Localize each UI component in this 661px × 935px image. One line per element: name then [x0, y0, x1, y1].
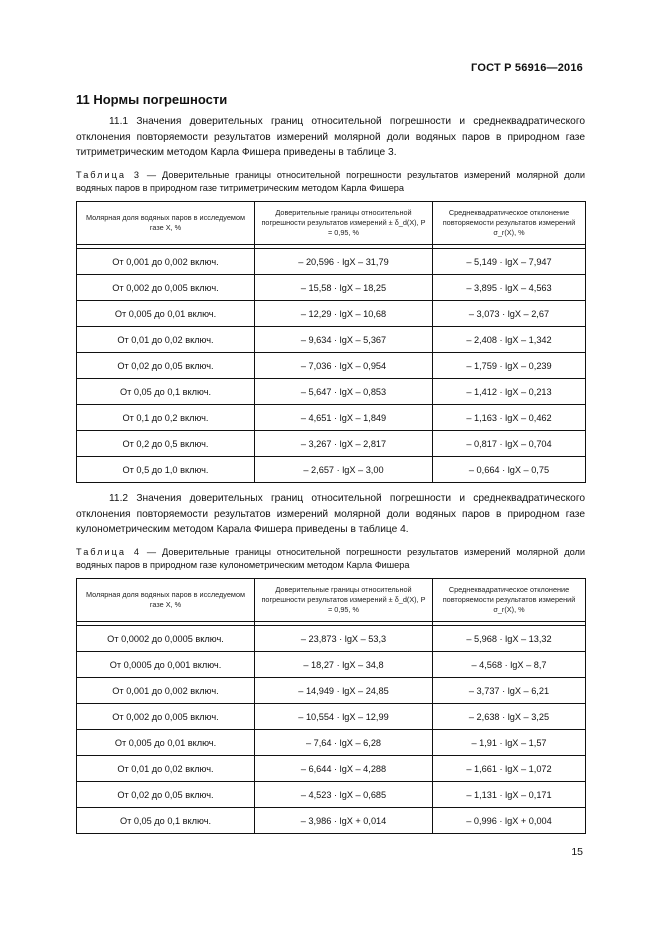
table-cell: – 4,568 · lgX – 8,7 — [433, 652, 586, 678]
table-cell: От 0,01 до 0,02 включ. — [77, 756, 255, 782]
table3-caption — [76, 169, 585, 195]
table3-header-col2 — [255, 202, 433, 245]
table-cell: – 1,661 · lgX – 1,072 — [433, 756, 586, 782]
paragraph-11-2: 11.2 Значения доверительных границ относительной погрешности и среднеквадратического отклонения повторяемости результатов измерений молярной доли водяных паров в природном газе кулонометрическим методом Карала Фишера приведены в таблице 4. — [76, 493, 585, 535]
table-cell: – 9,634 · lgX – 5,367 — [255, 327, 433, 353]
document-code: ГОСТ Р 56916—2016 — [471, 62, 583, 74]
table-cell: От 0,002 до 0,005 включ. — [77, 275, 255, 301]
table-row — [77, 626, 586, 652]
table-row — [77, 730, 586, 756]
table4-header-row — [77, 579, 586, 622]
table-row — [77, 275, 586, 301]
table-cell: – 23,873 · lgX – 53,3 — [255, 626, 433, 652]
table3-caption-text: — Доверительные границы относительной погрешности результатов измерений молярной доли водяных паров в природном газе титриметрическим методом Карла Фишера — [76, 170, 585, 193]
table-cell: – 2,638 · lgX – 3,25 — [433, 704, 586, 730]
table-row — [77, 782, 586, 808]
table-cell: – 3,073 · lgX – 2,67 — [433, 301, 586, 327]
table-row — [77, 249, 586, 275]
table-cell: – 14,949 · lgX – 24,85 — [255, 678, 433, 704]
table4-header-col1-text: Молярная доля водяных паров в исследуемом газе X, % — [85, 590, 246, 609]
table-3 — [76, 201, 586, 483]
table-cell: – 3,895 · lgX – 4,563 — [433, 275, 586, 301]
table-cell: – 0,664 · lgX – 0,75 — [433, 457, 586, 483]
table4-caption-text: — Доверительные границы относительной погрешности результатов измерений молярной доли водяных паров в природном газе кулонометрическим методом Карла Фишера — [76, 547, 585, 570]
table-cell: – 4,523 · lgX – 0,685 — [255, 782, 433, 808]
table4-header-col2-text: Доверительные границы относительной погрешности результатов измерений ± δ_d(X), P = 0,95, % — [261, 585, 426, 614]
table3-header-col1-text: Молярная доля водяных паров в исследуемом газе X, % — [85, 213, 246, 232]
table-cell: – 1,91 · lgX – 1,57 — [433, 730, 586, 756]
table-cell: От 0,005 до 0,01 включ. — [77, 730, 255, 756]
table-row — [77, 808, 586, 834]
table-cell: – 1,412 · lgX – 0,213 — [433, 379, 586, 405]
paragraph-11-1: 11.1 Значения доверительных границ относительной погрешности и среднеквадратического отклонения повторяемости результатов измерений молярной доли водяных паров в природном газе титриметрическим методом Карла Фишера приведены в таблице 3. — [76, 116, 585, 158]
table4-header-col3 — [433, 579, 586, 622]
table4-header-col1 — [77, 579, 255, 622]
table-cell: – 0,817 · lgX – 0,704 — [433, 431, 586, 457]
table-cell: От 0,0005 до 0,001 включ. — [77, 652, 255, 678]
table-cell: – 6,644 · lgX – 4,288 — [255, 756, 433, 782]
table3-header-col1 — [77, 202, 255, 245]
table-cell: – 5,149 · lgX – 7,947 — [433, 249, 586, 275]
table-cell: От 0,002 до 0,005 включ. — [77, 704, 255, 730]
table4-body — [77, 626, 586, 834]
table-cell: – 10,554 · lgX – 12,99 — [255, 704, 433, 730]
table-cell: – 15,58 · lgX – 18,25 — [255, 275, 433, 301]
table4-header-col3-text: Среднеквадратическое отклонение повторяемости результатов измерений σ_r(X), % — [442, 585, 576, 614]
table-cell: – 2,408 · lgX – 1,342 — [433, 327, 586, 353]
table3-header-col3-text: Среднеквадратическое отклонение повторяемости результатов измерений σ_r(X), % — [442, 208, 576, 237]
table3-caption-lead: Таблица 3 — [76, 170, 142, 180]
table-cell: – 5,968 · lgX – 13,32 — [433, 626, 586, 652]
table-row — [77, 301, 586, 327]
table4-caption-lead: Таблица 4 — [76, 547, 142, 557]
table3-header-row — [77, 202, 586, 245]
table-cell: – 20,596 · lgX – 31,79 — [255, 249, 433, 275]
table-cell: От 0,01 до 0,02 включ. — [77, 327, 255, 353]
table-4 — [76, 578, 586, 834]
table-cell: – 7,036 · lgX – 0,954 — [255, 353, 433, 379]
table3-body — [77, 249, 586, 483]
table-cell: – 1,759 · lgX – 0,239 — [433, 353, 586, 379]
table-row — [77, 652, 586, 678]
table-row — [77, 704, 586, 730]
table-cell: – 3,267 · lgX – 2,817 — [255, 431, 433, 457]
table-cell: От 0,2 до 0,5 включ. — [77, 431, 255, 457]
table-row — [77, 379, 586, 405]
table-cell: – 18,27 · lgX – 34,8 — [255, 652, 433, 678]
table3-header-col3 — [433, 202, 586, 245]
table-cell: – 3,986 · lgX + 0,014 — [255, 808, 433, 834]
table-row — [77, 756, 586, 782]
table-cell: От 0,005 до 0,01 включ. — [77, 301, 255, 327]
table-row — [77, 678, 586, 704]
table-cell: – 4,651 · lgX – 1,849 — [255, 405, 433, 431]
table-cell: От 0,001 до 0,002 включ. — [77, 678, 255, 704]
table-cell: От 0,05 до 0,1 включ. — [77, 808, 255, 834]
table-cell: От 0,0002 до 0,0005 включ. — [77, 626, 255, 652]
table-cell: – 2,657 · lgX – 3,00 — [255, 457, 433, 483]
table-cell: – 1,163 · lgX – 0,462 — [433, 405, 586, 431]
table-cell: От 0,02 до 0,05 включ. — [77, 353, 255, 379]
page-number: 15 — [571, 846, 583, 858]
table-cell: – 12,29 · lgX – 10,68 — [255, 301, 433, 327]
table-row — [77, 353, 586, 379]
table-row — [77, 457, 586, 483]
table-row — [77, 327, 586, 353]
table-cell: От 0,05 до 0,1 включ. — [77, 379, 255, 405]
table-cell: – 7,64 · lgX – 6,28 — [255, 730, 433, 756]
table-row — [77, 431, 586, 457]
table-cell: От 0,5 до 1,0 включ. — [77, 457, 255, 483]
table-cell: От 0,1 до 0,2 включ. — [77, 405, 255, 431]
table4-header-col2 — [255, 579, 433, 622]
table-cell: – 0,996 · lgX + 0,004 — [433, 808, 586, 834]
table-cell: – 5,647 · lgX – 0,853 — [255, 379, 433, 405]
table3-header-col2-text: Доверительные границы относительной погрешности результатов измерений ± δ_d(X), P = 0,95, % — [261, 208, 426, 237]
table-cell: От 0,001 до 0,002 включ. — [77, 249, 255, 275]
table4-caption — [76, 546, 585, 572]
table-cell: От 0,02 до 0,05 включ. — [77, 782, 255, 808]
table-row — [77, 405, 586, 431]
table-cell: – 1,131 · lgX – 0,171 — [433, 782, 586, 808]
table-cell: – 3,737 · lgX – 6,21 — [433, 678, 586, 704]
section-title: 11 Нормы погрешности — [76, 92, 228, 107]
